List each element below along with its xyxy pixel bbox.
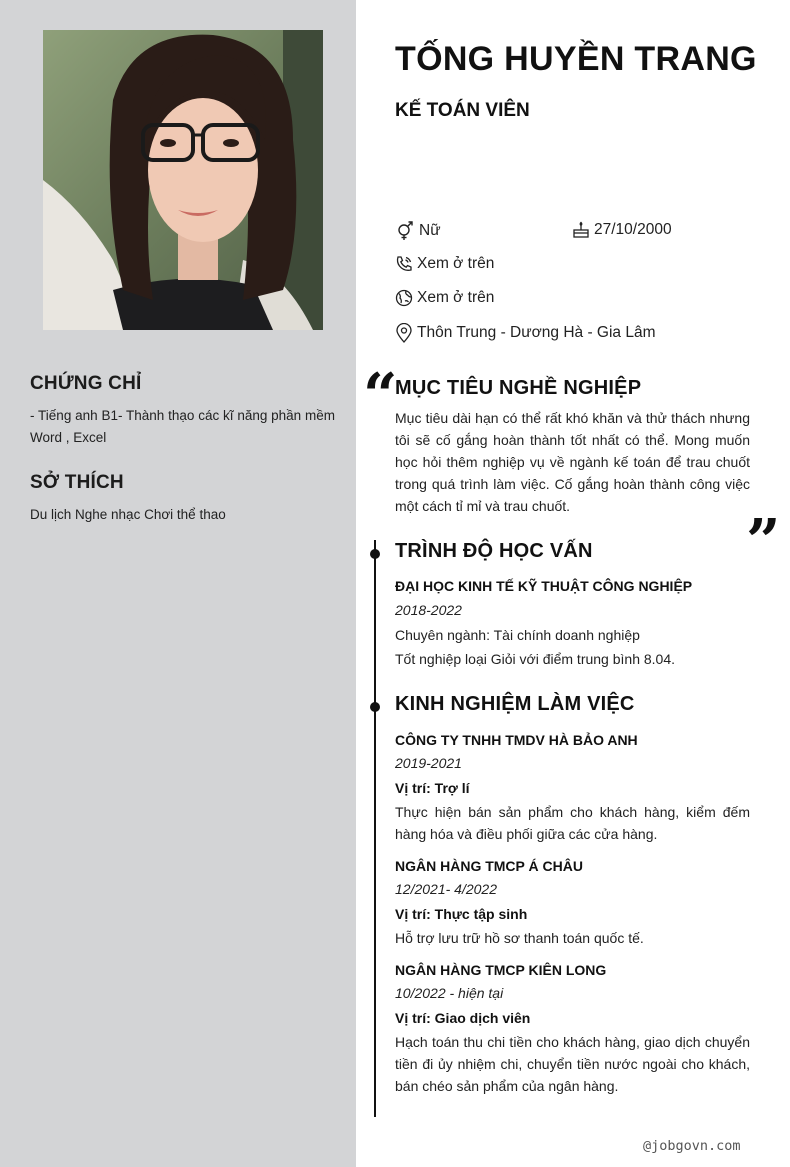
job-company: NGÂN HÀNG TMCP KIÊN LONG bbox=[395, 962, 607, 978]
experience-title: KINH NGHIỆM LÀM VIỆC bbox=[395, 693, 635, 715]
job-company: CÔNG TY TNHH TMDV HÀ BẢO ANH bbox=[395, 732, 638, 748]
cake-icon bbox=[572, 221, 590, 239]
job-company: NGÂN HÀNG TMCP Á CHÂU bbox=[395, 858, 583, 874]
timeline-line bbox=[374, 540, 376, 1117]
profile-photo bbox=[43, 30, 323, 330]
open-quote-icon: “ bbox=[363, 361, 398, 431]
hobbies-section bbox=[30, 472, 335, 526]
watermark: @jobgovn.com bbox=[643, 1138, 741, 1154]
job-title: KẾ TOÁN VIÊN bbox=[395, 100, 530, 121]
timeline-dot-experience bbox=[370, 702, 380, 712]
gender-row bbox=[395, 221, 441, 241]
objective-title: MỤC TIÊU NGHỀ NGHIỆP bbox=[395, 377, 642, 399]
close-quote-icon: ” bbox=[746, 507, 781, 577]
certificates-section bbox=[30, 373, 335, 449]
gender-value: Nữ bbox=[419, 222, 441, 239]
education-period: 2018-2022 bbox=[395, 602, 462, 618]
job-period: 12/2021- 4/2022 bbox=[395, 881, 497, 897]
full-name: TỐNG HUYỀN TRANG bbox=[395, 40, 757, 78]
job-position: Vị trí: Giao dịch viên bbox=[395, 1010, 531, 1026]
job-description: Thực hiện bán sản phẩm cho khách hàng, kiểm đếm hàng hóa và điều phối giữa các cửa hàng. bbox=[395, 804, 750, 842]
education-title: TRÌNH ĐỘ HỌC VẤN bbox=[395, 540, 593, 562]
job-position: Vị trí: Thực tập sinh bbox=[395, 906, 528, 922]
timeline-dot-education bbox=[370, 549, 380, 559]
job-description: Hạch toán thu chi tiền cho khách hàng, giao dịch chuyển tiền đi ủy nhiệm chi, chuyển tiền nước ngoài cho khách, bán chéo sản phẩm của ngân hàng. bbox=[395, 1034, 750, 1094]
sidebar bbox=[0, 0, 356, 1167]
certificates-text: - Tiếng anh B1- Thành thạo các kĩ năng phần mềm Word , Excel bbox=[30, 408, 335, 445]
gender-icon bbox=[395, 221, 415, 241]
location-pin-icon bbox=[395, 323, 413, 343]
phone-row bbox=[395, 255, 494, 273]
education-result: Tốt nghiệp loại Giỏi với điểm trung bình 8.04. bbox=[395, 651, 676, 667]
globe-icon bbox=[395, 289, 413, 307]
address-row bbox=[395, 323, 656, 343]
birthdate-row bbox=[572, 221, 672, 239]
hobbies-text: Du lịch Nghe nhạc Chơi thể thao bbox=[30, 507, 226, 522]
hobbies-title: SỞ THÍCH bbox=[30, 472, 124, 493]
job-period: 2019-2021 bbox=[395, 755, 462, 771]
job-period: 10/2022 - hiện tại bbox=[395, 985, 504, 1001]
website-row bbox=[395, 289, 494, 307]
job-description: Hỗ trợ lưu trữ hồ sơ thanh toán quốc tế. bbox=[395, 930, 644, 946]
school-name: ĐẠI HỌC KINH TẾ KỸ THUẬT CÔNG NGHIỆP bbox=[395, 578, 693, 594]
phone-icon bbox=[395, 255, 413, 273]
address-value: Thôn Trung - Dương Hà - Gia Lâm bbox=[417, 324, 656, 341]
birthdate-value: 27/10/2000 bbox=[594, 221, 672, 238]
education-major: Chuyên ngành: Tài chính doanh nghiệp bbox=[395, 627, 640, 643]
certificates-title: CHỨNG CHỈ bbox=[30, 373, 142, 394]
website-value: Xem ở trên bbox=[417, 289, 495, 306]
job-position: Vị trí: Trợ lí bbox=[395, 780, 470, 796]
phone-value: Xem ở trên bbox=[417, 255, 495, 272]
objective-text: Mục tiêu dài hạn có thể rất khó khăn và thử thách nhưng tôi sẽ cố gắng hoàn thành tốt nhất có thể. Mong muốn học hỏi thêm nghiệp vụ về ngành kế toán để trau chuốt trong quá trình làm việc. Cố gắng hoàn thành công việc một cách tỉ mỉ và trau chuốt. bbox=[395, 410, 750, 514]
